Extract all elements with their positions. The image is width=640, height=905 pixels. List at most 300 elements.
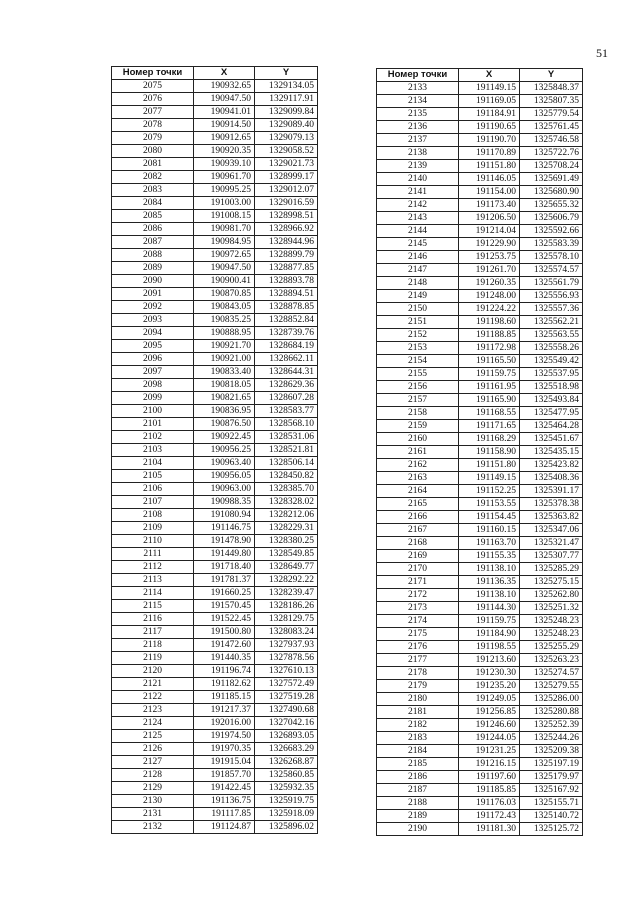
y-coordinate-cell: 1325251.32	[520, 602, 583, 615]
table-row	[112, 743, 318, 756]
x-coordinate-cell: 190932.65	[194, 80, 255, 93]
y-coordinate-cell: 1325562.21	[520, 316, 583, 329]
x-coordinate-cell: 190900.41	[194, 275, 255, 288]
y-coordinate-cell: 1329134.05	[255, 80, 318, 93]
y-coordinate-cell: 1328894.51	[255, 288, 318, 301]
table-row	[112, 353, 318, 366]
x-coordinate-cell: 190835.25	[194, 314, 255, 327]
y-coordinate-cell: 1325477.95	[520, 407, 583, 420]
point-number-cell: 2179	[377, 680, 459, 693]
point-number-cell: 2090	[112, 275, 194, 288]
x-coordinate-cell: 191176.03	[459, 797, 520, 810]
y-coordinate-cell: 1325197.19	[520, 758, 583, 771]
y-coordinate-cell: 1327490.68	[255, 704, 318, 717]
x-coordinate-cell: 191570.45	[194, 600, 255, 613]
y-coordinate-cell: 1328629.36	[255, 379, 318, 392]
table-row	[112, 392, 318, 405]
table-row	[377, 225, 583, 238]
x-coordinate-cell: 191915.04	[194, 756, 255, 769]
point-number-cell: 2161	[377, 446, 459, 459]
y-coordinate-cell: 1325606.79	[520, 212, 583, 225]
x-coordinate-cell: 191660.25	[194, 587, 255, 600]
table-row	[112, 457, 318, 470]
point-number-cell: 2136	[377, 121, 459, 134]
table-row	[377, 407, 583, 420]
point-number-cell: 2175	[377, 628, 459, 641]
point-number-cell: 2188	[377, 797, 459, 810]
x-coordinate-cell: 191169.05	[459, 95, 520, 108]
point-number-cell: 2140	[377, 173, 459, 186]
y-coordinate-cell: 1328878.85	[255, 301, 318, 314]
table-row	[112, 548, 318, 561]
table-row	[112, 821, 318, 834]
table-row	[377, 420, 583, 433]
point-number-cell: 2093	[112, 314, 194, 327]
point-number-cell: 2118	[112, 639, 194, 652]
point-number-cell: 2141	[377, 186, 459, 199]
y-coordinate-cell: 1328229.31	[255, 522, 318, 535]
point-number-cell: 2177	[377, 654, 459, 667]
table-row	[112, 275, 318, 288]
point-number-cell: 2104	[112, 457, 194, 470]
x-coordinate-cell: 191152.25	[459, 485, 520, 498]
point-number-cell: 2176	[377, 641, 459, 654]
table-row	[112, 171, 318, 184]
table-row	[112, 535, 318, 548]
point-number-cell: 2081	[112, 158, 194, 171]
point-number-cell: 2160	[377, 433, 459, 446]
y-coordinate-cell: 1325248.23	[520, 628, 583, 641]
y-coordinate-cell: 1325244.26	[520, 732, 583, 745]
y-coordinate-cell: 1328944.96	[255, 236, 318, 249]
y-coordinate-cell: 1325435.15	[520, 446, 583, 459]
point-number-cell: 2100	[112, 405, 194, 418]
point-number-cell: 2181	[377, 706, 459, 719]
point-number-cell: 2149	[377, 290, 459, 303]
y-coordinate-cell: 1325518.98	[520, 381, 583, 394]
x-coordinate-cell: 190947.50	[194, 262, 255, 275]
x-coordinate-cell: 190836.95	[194, 405, 255, 418]
point-number-cell: 2172	[377, 589, 459, 602]
point-number-cell: 2128	[112, 769, 194, 782]
table-row	[377, 498, 583, 511]
point-number-cell: 2142	[377, 199, 459, 212]
point-number-cell: 2096	[112, 353, 194, 366]
table-row	[112, 561, 318, 574]
table-row	[112, 119, 318, 132]
y-coordinate-cell: 1328583.77	[255, 405, 318, 418]
x-coordinate-cell: 191168.29	[459, 433, 520, 446]
y-coordinate-cell: 1328380.25	[255, 535, 318, 548]
x-coordinate-cell: 191216.15	[459, 758, 520, 771]
y-coordinate-cell: 1325280.88	[520, 706, 583, 719]
y-coordinate-cell: 1328186.26	[255, 600, 318, 613]
point-number-cell: 2154	[377, 355, 459, 368]
point-number-cell: 2105	[112, 470, 194, 483]
x-coordinate-cell: 191153.55	[459, 498, 520, 511]
x-coordinate-cell: 191190.70	[459, 134, 520, 147]
point-number-cell: 2116	[112, 613, 194, 626]
y-coordinate-cell: 1325248.23	[520, 615, 583, 628]
table-row	[112, 730, 318, 743]
table-row	[112, 795, 318, 808]
point-number-cell: 2162	[377, 459, 459, 472]
table-row	[377, 433, 583, 446]
table-row	[112, 379, 318, 392]
y-coordinate-cell: 1325932.35	[255, 782, 318, 795]
point-number-cell: 2158	[377, 407, 459, 420]
table-row	[377, 212, 583, 225]
y-coordinate-cell: 1325252.39	[520, 719, 583, 732]
table-row	[112, 314, 318, 327]
x-coordinate-cell: 190939.10	[194, 158, 255, 171]
y-coordinate-cell: 1328521.81	[255, 444, 318, 457]
table-row	[377, 95, 583, 108]
x-coordinate-cell: 191781.37	[194, 574, 255, 587]
point-number-cell: 2115	[112, 600, 194, 613]
table-row	[112, 158, 318, 171]
point-number-cell: 2113	[112, 574, 194, 587]
y-coordinate-cell: 1325558.26	[520, 342, 583, 355]
point-number-cell: 2092	[112, 301, 194, 314]
y-coordinate-cell: 1325807.35	[520, 95, 583, 108]
y-coordinate-cell: 1325464.28	[520, 420, 583, 433]
x-coordinate-cell: 191974.50	[194, 730, 255, 743]
x-coordinate-cell: 190876.50	[194, 418, 255, 431]
y-coordinate-cell: 1328212.06	[255, 509, 318, 522]
y-coordinate-cell: 1328998.51	[255, 210, 318, 223]
y-coordinate-cell: 1325451.67	[520, 433, 583, 446]
point-number-cell: 2185	[377, 758, 459, 771]
y-coordinate-cell: 1329089.40	[255, 119, 318, 132]
y-coordinate-cell: 1325391.17	[520, 485, 583, 498]
x-coordinate-cell: 190818.05	[194, 379, 255, 392]
y-coordinate-cell: 1325561.79	[520, 277, 583, 290]
x-coordinate-cell: 190921.70	[194, 340, 255, 353]
y-coordinate-cell: 1328877.85	[255, 262, 318, 275]
coordinates-table-right	[376, 68, 583, 836]
y-coordinate-cell: 1325746.58	[520, 134, 583, 147]
table-row	[377, 394, 583, 407]
point-number-cell: 2144	[377, 225, 459, 238]
y-coordinate-cell: 1329117.91	[255, 93, 318, 106]
y-coordinate-cell: 1328893.78	[255, 275, 318, 288]
x-coordinate-cell: 191136.35	[459, 576, 520, 589]
table-row	[112, 574, 318, 587]
y-coordinate-cell: 1327519.28	[255, 691, 318, 704]
x-coordinate-cell: 190963.40	[194, 457, 255, 470]
point-number-cell: 2089	[112, 262, 194, 275]
table-row	[377, 615, 583, 628]
x-coordinate-cell: 191154.00	[459, 186, 520, 199]
x-coordinate-cell: 191522.45	[194, 613, 255, 626]
table-row	[112, 626, 318, 639]
x-coordinate-cell: 191173.40	[459, 199, 520, 212]
table-row	[377, 173, 583, 186]
x-coordinate-cell: 191184.91	[459, 108, 520, 121]
x-coordinate-cell: 191008.15	[194, 210, 255, 223]
y-coordinate-cell: 1328662.11	[255, 353, 318, 366]
point-number-cell: 2110	[112, 535, 194, 548]
x-coordinate-cell: 191198.60	[459, 316, 520, 329]
x-coordinate-cell: 190988.35	[194, 496, 255, 509]
table-row	[377, 719, 583, 732]
point-number-cell: 2077	[112, 106, 194, 119]
table-row	[112, 236, 318, 249]
table-row	[377, 238, 583, 251]
point-number-cell: 2178	[377, 667, 459, 680]
table-row	[112, 704, 318, 717]
x-coordinate-cell: 191190.65	[459, 121, 520, 134]
x-coordinate-cell: 190821.65	[194, 392, 255, 405]
header-point-number: Номер точки	[112, 67, 194, 80]
x-coordinate-cell: 190914.50	[194, 119, 255, 132]
x-coordinate-cell: 190843.05	[194, 301, 255, 314]
x-coordinate-cell: 191249.05	[459, 693, 520, 706]
y-coordinate-cell: 1325708.24	[520, 160, 583, 173]
y-coordinate-cell: 1325578.10	[520, 251, 583, 264]
x-coordinate-cell: 191256.85	[459, 706, 520, 719]
table-row	[112, 717, 318, 730]
point-number-cell: 2095	[112, 340, 194, 353]
x-coordinate-cell: 190920.35	[194, 145, 255, 158]
point-number-cell: 2182	[377, 719, 459, 732]
y-coordinate-cell: 1325307.77	[520, 550, 583, 563]
table-row	[112, 509, 318, 522]
y-coordinate-cell: 1325563.55	[520, 329, 583, 342]
table-row	[377, 524, 583, 537]
x-coordinate-cell: 190921.00	[194, 353, 255, 366]
table-row	[377, 303, 583, 316]
point-number-cell: 2079	[112, 132, 194, 145]
x-coordinate-cell: 191244.05	[459, 732, 520, 745]
x-coordinate-cell: 191478.90	[194, 535, 255, 548]
table-row	[112, 470, 318, 483]
table-row	[377, 576, 583, 589]
x-coordinate-cell: 191235.20	[459, 680, 520, 693]
x-coordinate-cell: 191168.55	[459, 407, 520, 420]
y-coordinate-cell: 1325918.09	[255, 808, 318, 821]
point-number-cell: 2184	[377, 745, 459, 758]
x-coordinate-cell: 190956.25	[194, 444, 255, 457]
point-number-cell: 2134	[377, 95, 459, 108]
point-number-cell: 2123	[112, 704, 194, 717]
table-row	[112, 483, 318, 496]
y-coordinate-cell: 1325722.76	[520, 147, 583, 160]
point-number-cell: 2086	[112, 223, 194, 236]
table-row	[377, 537, 583, 550]
x-coordinate-cell: 190870.85	[194, 288, 255, 301]
x-coordinate-cell: 191261.70	[459, 264, 520, 277]
point-number-cell: 2137	[377, 134, 459, 147]
point-number-cell: 2076	[112, 93, 194, 106]
table-row	[112, 197, 318, 210]
point-number-cell: 2171	[377, 576, 459, 589]
y-coordinate-cell: 1328607.28	[255, 392, 318, 405]
y-coordinate-cell: 1325493.84	[520, 394, 583, 407]
x-coordinate-cell: 191171.65	[459, 420, 520, 433]
point-number-cell: 2129	[112, 782, 194, 795]
table-row	[112, 522, 318, 535]
x-coordinate-cell: 191149.15	[459, 472, 520, 485]
y-coordinate-cell: 1326268.87	[255, 756, 318, 769]
x-coordinate-cell: 191231.25	[459, 745, 520, 758]
point-number-cell: 2166	[377, 511, 459, 524]
y-coordinate-cell: 1328129.75	[255, 613, 318, 626]
x-coordinate-cell: 191197.60	[459, 771, 520, 784]
x-coordinate-cell: 191117.85	[194, 808, 255, 821]
point-number-cell: 2153	[377, 342, 459, 355]
point-number-cell: 2117	[112, 626, 194, 639]
point-number-cell: 2173	[377, 602, 459, 615]
header-x: X	[194, 67, 255, 80]
y-coordinate-cell: 1325155.71	[520, 797, 583, 810]
table-row	[377, 823, 583, 836]
y-coordinate-cell: 1328328.02	[255, 496, 318, 509]
point-number-cell: 2107	[112, 496, 194, 509]
x-coordinate-cell: 191151.80	[459, 459, 520, 472]
y-coordinate-cell: 1325275.15	[520, 576, 583, 589]
y-coordinate-cell: 1325556.93	[520, 290, 583, 303]
x-coordinate-cell: 191159.75	[459, 615, 520, 628]
x-coordinate-cell: 191500.80	[194, 626, 255, 639]
point-number-cell: 2098	[112, 379, 194, 392]
x-coordinate-cell: 191185.85	[459, 784, 520, 797]
point-number-cell: 2082	[112, 171, 194, 184]
x-coordinate-cell: 191181.30	[459, 823, 520, 836]
y-coordinate-cell: 1328684.19	[255, 340, 318, 353]
x-coordinate-cell: 191198.55	[459, 641, 520, 654]
y-coordinate-cell: 1325263.23	[520, 654, 583, 667]
y-coordinate-cell: 1328385.70	[255, 483, 318, 496]
y-coordinate-cell: 1325274.57	[520, 667, 583, 680]
x-coordinate-cell: 191146.75	[194, 522, 255, 535]
table-row	[112, 782, 318, 795]
table-row	[112, 678, 318, 691]
table-row	[377, 602, 583, 615]
table-row	[112, 80, 318, 93]
table-row	[377, 446, 583, 459]
point-number-cell: 2148	[377, 277, 459, 290]
table-row	[112, 93, 318, 106]
table-row	[377, 563, 583, 576]
y-coordinate-cell: 1325255.29	[520, 641, 583, 654]
point-number-cell: 2112	[112, 561, 194, 574]
y-coordinate-cell: 1325860.85	[255, 769, 318, 782]
table-row	[112, 340, 318, 353]
point-number-cell: 2099	[112, 392, 194, 405]
table-header-row	[377, 69, 583, 82]
point-number-cell: 2151	[377, 316, 459, 329]
y-coordinate-cell: 1325286.00	[520, 693, 583, 706]
table-row	[377, 485, 583, 498]
x-coordinate-cell: 191224.22	[459, 303, 520, 316]
table-row	[112, 613, 318, 626]
coordinates-table-left	[111, 66, 318, 834]
table-row	[377, 459, 583, 472]
table-row	[112, 496, 318, 509]
x-coordinate-cell: 190995.25	[194, 184, 255, 197]
y-coordinate-cell: 1325583.39	[520, 238, 583, 251]
x-coordinate-cell: 190984.95	[194, 236, 255, 249]
point-number-cell: 2130	[112, 795, 194, 808]
table-row	[112, 210, 318, 223]
y-coordinate-cell: 1328531.06	[255, 431, 318, 444]
table-row	[377, 745, 583, 758]
x-coordinate-cell: 191138.10	[459, 589, 520, 602]
y-coordinate-cell: 1325848.37	[520, 82, 583, 95]
point-number-cell: 2170	[377, 563, 459, 576]
x-coordinate-cell: 191155.35	[459, 550, 520, 563]
x-coordinate-cell: 191144.30	[459, 602, 520, 615]
y-coordinate-cell: 1325919.75	[255, 795, 318, 808]
x-coordinate-cell: 191172.43	[459, 810, 520, 823]
x-coordinate-cell: 191138.10	[459, 563, 520, 576]
point-number-cell: 2135	[377, 108, 459, 121]
x-coordinate-cell: 191718.40	[194, 561, 255, 574]
y-coordinate-cell: 1328568.10	[255, 418, 318, 431]
x-coordinate-cell: 191154.45	[459, 511, 520, 524]
y-coordinate-cell: 1325285.29	[520, 563, 583, 576]
point-number-cell: 2127	[112, 756, 194, 769]
point-number-cell: 2122	[112, 691, 194, 704]
x-coordinate-cell: 191158.90	[459, 446, 520, 459]
y-coordinate-cell: 1325423.82	[520, 459, 583, 472]
x-coordinate-cell: 191213.60	[459, 654, 520, 667]
table-row	[377, 589, 583, 602]
y-coordinate-cell: 1325549.42	[520, 355, 583, 368]
y-coordinate-cell: 1328852.84	[255, 314, 318, 327]
header-y: Y	[255, 67, 318, 80]
point-number-cell: 2109	[112, 522, 194, 535]
table-row	[377, 329, 583, 342]
point-number-cell: 2132	[112, 821, 194, 834]
table-row	[377, 199, 583, 212]
table-row	[377, 381, 583, 394]
point-number-cell: 2164	[377, 485, 459, 498]
point-number-cell: 2120	[112, 665, 194, 678]
point-number-cell: 2131	[112, 808, 194, 821]
table-row	[112, 587, 318, 600]
x-coordinate-cell: 191124.87	[194, 821, 255, 834]
y-coordinate-cell: 1325761.45	[520, 121, 583, 134]
point-number-cell: 2146	[377, 251, 459, 264]
header-point-number: Номер точки	[377, 69, 459, 82]
x-coordinate-cell: 190912.65	[194, 132, 255, 145]
y-coordinate-cell: 1325321.47	[520, 537, 583, 550]
table-row	[377, 654, 583, 667]
table-row	[112, 106, 318, 119]
y-coordinate-cell: 1327937.93	[255, 639, 318, 652]
point-number-cell: 2167	[377, 524, 459, 537]
point-number-cell: 2150	[377, 303, 459, 316]
table-row	[112, 249, 318, 262]
point-number-cell: 2084	[112, 197, 194, 210]
y-coordinate-cell: 1325347.06	[520, 524, 583, 537]
x-coordinate-cell: 190961.70	[194, 171, 255, 184]
x-coordinate-cell: 190947.50	[194, 93, 255, 106]
point-number-cell: 2145	[377, 238, 459, 251]
table-row	[377, 758, 583, 771]
point-number-cell: 2078	[112, 119, 194, 132]
table-row	[112, 366, 318, 379]
y-coordinate-cell: 1327878.56	[255, 652, 318, 665]
point-number-cell: 2087	[112, 236, 194, 249]
y-coordinate-cell: 1328649.77	[255, 561, 318, 574]
table-row	[112, 288, 318, 301]
x-coordinate-cell: 191161.95	[459, 381, 520, 394]
y-coordinate-cell: 1325537.95	[520, 368, 583, 381]
